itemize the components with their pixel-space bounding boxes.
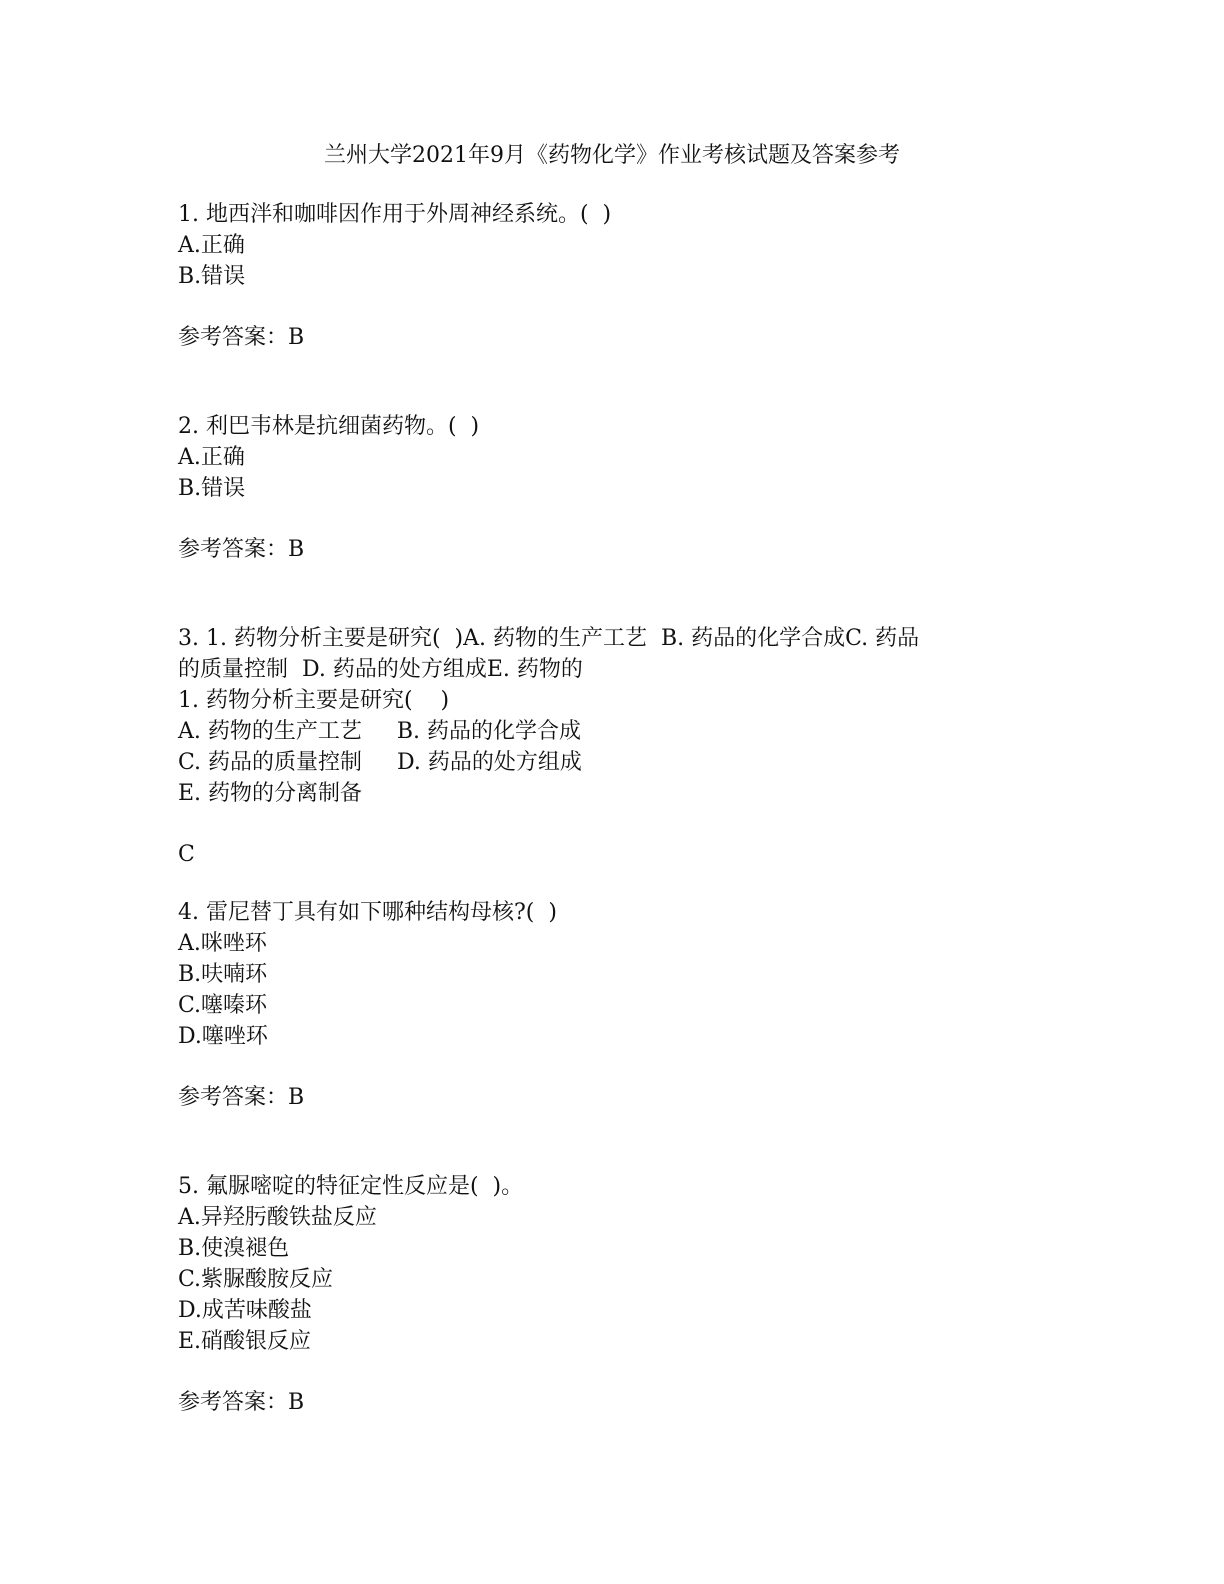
question-5-answer: 参考答案：B	[178, 1390, 305, 1415]
question-1-option-b: B.错误	[178, 264, 246, 289]
question-4-option-c: C.噻嗪环	[178, 993, 268, 1018]
question-2-answer: 参考答案：B	[178, 537, 305, 562]
question-4-option-a: A.咪唑环	[178, 931, 267, 956]
question-3-answer: C	[178, 842, 195, 867]
question-1-option-a: A.正确	[178, 233, 245, 258]
question-2-stem: 2. 利巴韦林是抗细菌药物。( )	[178, 414, 480, 439]
question-3-stem-continued: 的质量控制 D. 药品的处方组成E. 药物的	[178, 657, 583, 682]
question-3-options-cd: C. 药品的质量控制 D. 药品的处方组成	[178, 750, 582, 775]
question-5-option-b: B.使溴褪色	[178, 1236, 290, 1261]
question-4-stem: 4. 雷尼替丁具有如下哪种结构母核?( )	[178, 900, 557, 925]
question-3-options-ab: A. 药物的生产工艺 B. 药品的化学合成	[178, 719, 581, 744]
question-4-option-b: B.呋喃环	[178, 962, 268, 987]
question-3-subquestion: 1. 药物分析主要是研究( )	[178, 688, 450, 713]
question-5-option-a: A.异羟肟酸铁盐反应	[178, 1205, 377, 1230]
document-title: 兰州大学2021年9月《药物化学》作业考核试题及答案参考	[324, 143, 900, 168]
question-5-stem: 5. 氟脲嘧啶的特征定性反应是( )。	[178, 1174, 524, 1199]
question-5-option-d: D.成苦味酸盐	[178, 1298, 312, 1323]
question-5-option-c: C.紫脲酸胺反应	[178, 1267, 334, 1292]
question-4-answer: 参考答案：B	[178, 1085, 305, 1110]
question-2-option-b: B.错误	[178, 476, 246, 501]
question-2-option-a: A.正确	[178, 445, 245, 470]
question-1-stem: 1. 地西泮和咖啡因作用于外周神经系统。( )	[178, 202, 612, 227]
question-3-stem: 3. 1. 药物分析主要是研究( )A. 药物的生产工艺 B. 药品的化学合成C. 药品	[178, 626, 920, 651]
question-1-answer: 参考答案：B	[178, 325, 305, 350]
question-5-option-e: E.硝酸银反应	[178, 1329, 312, 1354]
question-4-option-d: D.噻唑环	[178, 1024, 268, 1049]
question-3-option-e: E. 药物的分离制备	[178, 781, 363, 806]
